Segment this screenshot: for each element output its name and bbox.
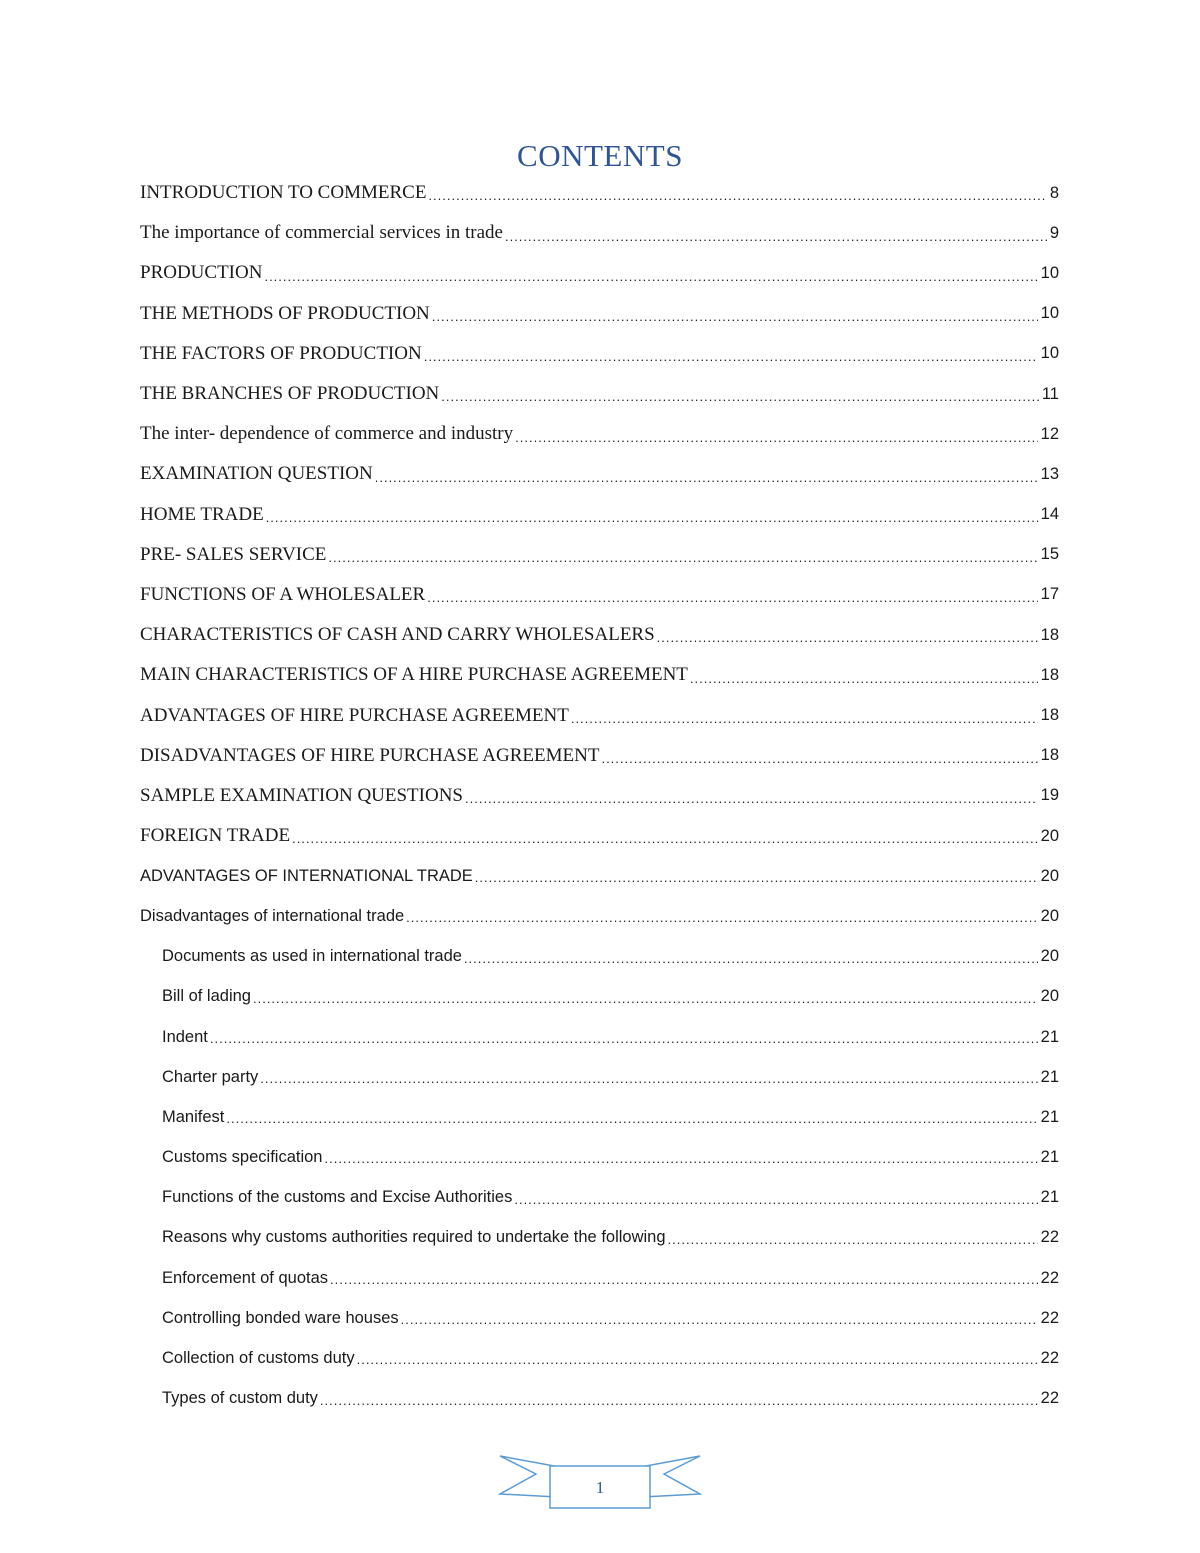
toc-entry-page: 9 [1049, 223, 1059, 242]
toc-entry[interactable] [140, 615, 1059, 655]
toc-entry-page: 21 [1040, 1067, 1059, 1086]
toc-entry-page: 18 [1040, 706, 1059, 725]
toc-entry-label: ADVANTAGES OF HIRE PURCHASE AGREEMENT [140, 704, 569, 726]
toc-entry-page: 22 [1040, 1349, 1059, 1368]
toc-entry-label: Types of custom duty [162, 1389, 318, 1408]
toc-entry-page: 18 [1040, 665, 1059, 684]
toc-dot-leader [601, 745, 1037, 767]
toc-entry-page: 21 [1040, 1027, 1059, 1046]
toc-entry-page: 18 [1040, 625, 1059, 644]
toc-entry[interactable] [140, 213, 1059, 253]
toc-entry-label: Manifest [162, 1107, 225, 1126]
toc-entry-label: DISADVANTAGES OF HIRE PURCHASE AGREEMENT [140, 744, 600, 766]
toc-entry[interactable] [140, 173, 1059, 213]
toc-entry[interactable] [140, 1338, 1059, 1378]
toc-entry-page: 10 [1040, 344, 1059, 363]
toc-dot-leader [432, 303, 1038, 325]
toc-entry-label: Documents as used in international trade [162, 947, 462, 966]
page-title: CONTENTS [517, 138, 683, 173]
toc-entry[interactable] [140, 977, 1059, 1017]
toc-entry[interactable] [140, 535, 1059, 575]
toc-entry-label: Functions of the customs and Excise Authorities [162, 1188, 513, 1207]
toc-entry-page: 11 [1041, 384, 1059, 403]
toc-entry-label: Disadvantages of international trade [140, 906, 405, 925]
toc-entry-label: PRODUCTION [140, 262, 263, 284]
toc-entry-page: 18 [1040, 746, 1059, 765]
toc-dot-leader [427, 584, 1037, 606]
toc-entry-label: Bill of lading [162, 987, 251, 1006]
toc-dot-leader [668, 1228, 1038, 1247]
toc-dot-leader [428, 182, 1046, 204]
toc-entry-label: Indent [162, 1027, 208, 1046]
toc-entry-label: INTRODUCTION TO COMMERCE [140, 182, 427, 204]
toc-entry-page: 13 [1040, 464, 1059, 483]
toc-entry-page: 21 [1040, 1148, 1059, 1167]
toc-entry[interactable] [140, 896, 1059, 936]
toc-entry-label: THE FACTORS OF PRODUCTION [140, 342, 422, 364]
toc-dot-leader [266, 504, 1038, 526]
toc-entry-page: 15 [1040, 545, 1059, 564]
toc-entry-page: 21 [1040, 1188, 1059, 1207]
toc-entry-label: ADVANTAGES OF INTERNATIONAL TRADE [140, 866, 473, 885]
toc-entry[interactable] [140, 937, 1059, 977]
toc-entry[interactable] [140, 253, 1059, 293]
toc-entry-label: Charter party [162, 1067, 259, 1086]
toc-entry[interactable] [140, 856, 1059, 896]
toc-dot-leader [690, 664, 1038, 686]
toc-entry[interactable] [140, 1178, 1059, 1218]
toc-dot-leader [375, 463, 1038, 485]
toc-entry[interactable] [140, 294, 1059, 334]
toc-entry-label: MAIN CHARACTERISTICS OF A HIRE PURCHASE AGREEMENT [140, 664, 688, 686]
toc-dot-leader [357, 1349, 1038, 1368]
toc-entry-page: 22 [1040, 1308, 1059, 1327]
toc-entry-page: 10 [1040, 263, 1059, 282]
toc-entry-page: 19 [1040, 786, 1059, 805]
toc-dot-leader [657, 624, 1038, 646]
toc-entry-label: The inter- dependence of commerce and industry [140, 423, 514, 445]
toc-dot-leader [406, 907, 1037, 926]
toc-entry[interactable] [140, 1218, 1059, 1258]
page-number: 1 [595, 1478, 605, 1497]
toc-entry-label: Reasons why customs authorities required to undertake the following [162, 1228, 666, 1247]
toc-entry-label: Controlling bonded ware houses [162, 1308, 399, 1327]
toc-entry-label: Collection of customs duty [162, 1349, 355, 1368]
toc-dot-leader [514, 1188, 1037, 1207]
toc-dot-leader [210, 1028, 1038, 1047]
toc-entry-label: HOME TRADE [140, 503, 264, 525]
toc-entry[interactable] [140, 776, 1059, 816]
toc-dot-leader [260, 1068, 1037, 1087]
toc-entry[interactable] [140, 736, 1059, 776]
toc-entry[interactable] [140, 454, 1059, 494]
toc-entry-page: 20 [1040, 906, 1059, 925]
toc-dot-leader [475, 867, 1038, 886]
toc-entry-page: 21 [1040, 1107, 1059, 1126]
toc-dot-leader [328, 544, 1037, 566]
toc-entry-page: 8 [1049, 183, 1059, 202]
toc-dot-leader [292, 825, 1038, 847]
toc-entry[interactable] [140, 1057, 1059, 1097]
toc-dot-leader [320, 1389, 1038, 1408]
toc-entry-page: 22 [1040, 1268, 1059, 1287]
toc-entry[interactable] [140, 1298, 1059, 1338]
toc-entry-page: 14 [1040, 505, 1059, 524]
toc-dot-leader [441, 383, 1039, 405]
toc-dot-leader [401, 1309, 1038, 1328]
toc-dot-leader [253, 987, 1038, 1006]
toc-dot-leader [324, 1148, 1037, 1167]
toc-entry-label: EXAMINATION QUESTION [140, 463, 373, 485]
toc-entry-page: 20 [1040, 947, 1059, 966]
toc-entry[interactable] [140, 414, 1059, 454]
toc-entry-label: THE METHODS OF PRODUCTION [140, 302, 430, 324]
toc-dot-leader [264, 263, 1037, 285]
table-of-contents [140, 173, 1059, 1419]
toc-entry-label: SAMPLE EXAMINATION QUESTIONS [140, 784, 463, 806]
toc-entry-label: Customs specification [162, 1148, 323, 1167]
toc-entry[interactable] [140, 374, 1059, 414]
toc-entry[interactable] [140, 495, 1059, 535]
toc-entry[interactable] [140, 575, 1059, 615]
toc-entry[interactable] [140, 1097, 1059, 1137]
toc-entry-page: 17 [1040, 585, 1059, 604]
toc-entry-page: 20 [1040, 866, 1059, 885]
toc-entry[interactable] [140, 816, 1059, 856]
toc-entry[interactable] [140, 1379, 1059, 1419]
toc-entry-page: 20 [1040, 987, 1059, 1006]
toc-dot-leader [424, 343, 1038, 365]
toc-dot-leader [515, 423, 1038, 445]
toc-entry-label: Enforcement of quotas [162, 1268, 329, 1287]
toc-entry-page: 22 [1040, 1228, 1059, 1247]
toc-dot-leader [465, 785, 1038, 807]
toc-entry-page: 22 [1040, 1389, 1059, 1408]
toc-entry-label: CHARACTERISTICS OF CASH AND CARRY WHOLESALERS [140, 624, 655, 646]
toc-entry[interactable] [140, 1138, 1059, 1178]
toc-entry[interactable] [140, 1017, 1059, 1057]
toc-entry-label: FOREIGN TRADE [140, 825, 291, 847]
toc-entry-label: FUNCTIONS OF A WHOLESALER [140, 583, 426, 605]
toc-dot-leader [505, 222, 1047, 244]
toc-entry-page: 12 [1040, 424, 1059, 443]
toc-entry[interactable] [140, 334, 1059, 374]
toc-dot-leader [226, 1108, 1037, 1127]
toc-entry-page: 20 [1040, 826, 1059, 845]
toc-dot-leader [464, 947, 1038, 966]
toc-entry-label: THE BRANCHES OF PRODUCTION [140, 383, 440, 405]
toc-entry[interactable] [140, 695, 1059, 735]
toc-dot-leader [330, 1269, 1038, 1288]
toc-entry-page: 10 [1040, 304, 1059, 323]
toc-entry-label: The importance of commercial services in trade [140, 222, 503, 244]
toc-entry-label: PRE- SALES SERVICE [140, 543, 327, 565]
toc-entry[interactable] [140, 655, 1059, 695]
toc-entry[interactable] [140, 1258, 1059, 1298]
toc-dot-leader [571, 705, 1038, 727]
